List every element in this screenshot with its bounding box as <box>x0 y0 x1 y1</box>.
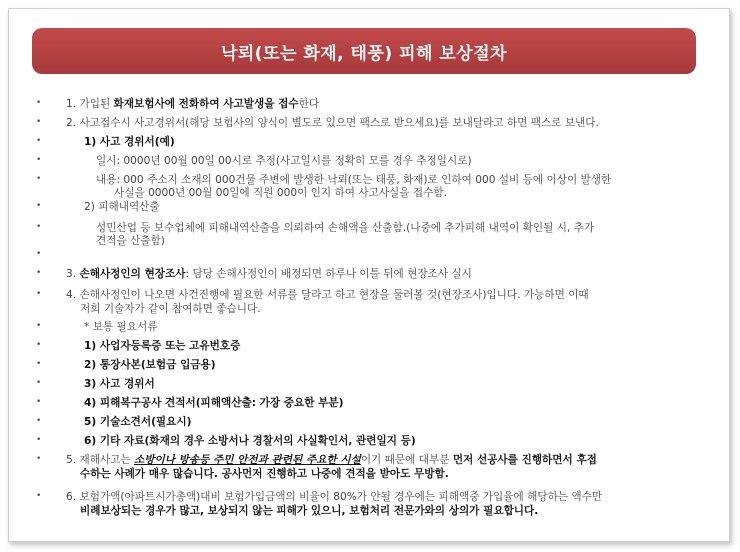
bullet-icon: • <box>36 435 42 445</box>
document-item: 3) 사고 경위서 <box>84 378 155 390</box>
bullet-icon: • <box>36 454 42 464</box>
bullet-icon: • <box>36 416 42 426</box>
bullet-icon: • <box>36 289 42 299</box>
bullet-icon: • <box>36 155 42 165</box>
damage-content-cont: 견적을 산출함) <box>96 235 165 247</box>
report-content: 내용: 000 주소지 소재의 000건물 주변에 발생한 낙뢰(또는 태풍, 화재)로 인하여 000 설비 등에 이상이 발생한 <box>96 174 612 186</box>
bullet-icon: • <box>36 491 42 501</box>
bullet-icon: • <box>36 249 42 259</box>
bullet-icon: • <box>36 397 42 407</box>
bullet-icon: • <box>36 268 42 278</box>
document-item: 2) 통장사본(보험금 입금용) <box>84 359 216 371</box>
item-6-cont: 비례보상되는 경우가 많고, 보상되지 않는 피해가 있으니, 보험처리 전문가와의 상의가 필요합니다. <box>80 505 539 517</box>
bullet-icon: • <box>36 174 42 184</box>
page-title: 낙뢰(또는 화재, 태풍) 피해 보상절차 <box>32 28 696 74</box>
report-content-cont: 사실을 0000년 00월 00일에 직원 000이 인지 하여 사고사실을 접수함. <box>114 187 447 199</box>
document-item: 4) 피해복구공사 견적서(피해액산출: 가장 중요한 부분) <box>84 397 344 409</box>
bullet-icon: • <box>36 201 42 211</box>
bullet-icon: • <box>36 359 42 369</box>
report-heading: 1) 사고 경위서(예) <box>84 136 175 148</box>
item-1: 1. 가입된 화재보험사에 전화하여 사고발생을 접수한다 <box>66 98 320 110</box>
document-item: 1) 사업자등록증 또는 고유번호증 <box>84 340 241 352</box>
item-5: 5. 재해사고는 소방이나 방송등 주민 안전과 관련된 주요한 시설이기 때문에 대부분 먼저 선공사를 진행하면서 후접 <box>66 454 597 466</box>
bullet-icon: • <box>36 222 42 232</box>
item-5-cont: 수하는 사례가 매우 많습니다. 공사먼저 진행하고 나중에 견적을 받아도 무방함. <box>80 468 449 480</box>
item-6: 6. 보험가액(아파트시가총액)대비 보험가입금액의 비율이 80%가 안될 경우에는 피해액중 가입율에 해당하는 액수만 <box>66 491 603 503</box>
document-item: 5) 기술소견서(필요시) <box>84 416 192 428</box>
item-4-cont: 저희 기술자가 같이 참여하면 좋습니다. <box>80 303 261 315</box>
item-2: 2. 사고접수시 사고경위서(해당 보험사의 양식이 별도로 있으면 팩스로 받으세요)를 보내달라고 하면 팩스로 보낸다. <box>66 117 599 129</box>
damage-content: 성민산업 등 보수업체에 피해내역산출을 의뢰하여 손해액을 산출함.(나중에 추가피해 내역이 확인될 시, 추가 <box>96 222 595 234</box>
bullet-icon: • <box>36 340 42 350</box>
bullet-icon: • <box>36 321 42 331</box>
item-4: 4. 손해사정인이 나오면 사건진행에 필요한 서류를 달라고 하고 현장을 둘러볼 것(현장조사)입니다. 가능하면 이때 <box>66 289 589 301</box>
bullet-icon: • <box>36 98 42 108</box>
damage-heading: 2) 피해내역산출 <box>84 201 160 213</box>
item-3: 3. 손해사정인의 현장조사: 담당 손해사정인이 배정되면 하루나 이틀 뒤에 현장조사 실시 <box>66 268 472 280</box>
bullet-icon: • <box>36 378 42 388</box>
bullet-icon: • <box>36 117 42 127</box>
report-date: 일시: 0000년 00월 00일 00시로 추정(사고일시를 정확히 모를 경우 추정일시로) <box>96 155 472 167</box>
documents-heading: * 보통 필요서류 <box>84 321 158 333</box>
document-item: 6) 기타 자료(화재의 경우 소방서나 경찰서의 사실확인서, 관련일지 등) <box>84 435 416 447</box>
bullet-icon: • <box>36 136 42 146</box>
